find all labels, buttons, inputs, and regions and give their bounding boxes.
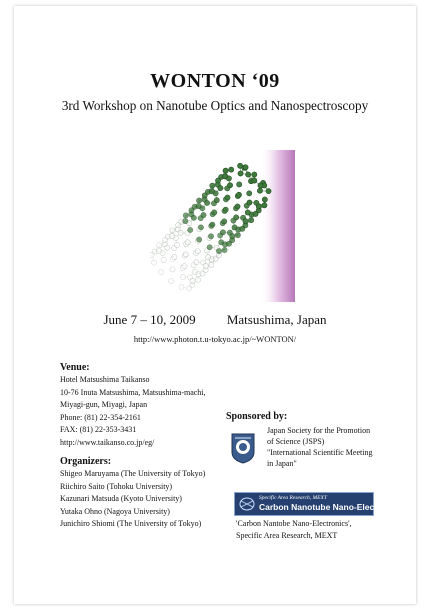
carbon-atom <box>176 223 181 228</box>
sponsors-heading: Sponsored by: <box>226 411 288 422</box>
cnt-line: 'Carbon Nantobe Nano-Electronics', <box>236 519 352 528</box>
carbon-atom <box>246 172 251 177</box>
venue-line: 10-76 Inuta Matsushima, Matsushima-machi, <box>60 387 206 397</box>
carbon-atom <box>236 192 241 197</box>
carbon-atom <box>213 256 218 261</box>
carbon-atom <box>229 167 234 172</box>
carbon-atom <box>183 213 188 218</box>
carbon-atom <box>194 260 199 265</box>
organizer-item: Kazunari Matsuda (Kyoto University) <box>60 494 182 503</box>
carbon-atom <box>253 211 258 216</box>
jsps-line: of Science (JSPS) <box>267 437 325 446</box>
carbon-atom <box>200 271 205 276</box>
carbon-atom <box>245 210 250 215</box>
carbon-atom <box>226 241 231 246</box>
carbon-atom <box>215 178 220 183</box>
carbon-atom <box>249 218 254 223</box>
carbon-atom <box>156 248 161 253</box>
venue-line: Miyagi-gun, Miyagi, Japan <box>60 400 148 409</box>
carbon-atom <box>165 245 170 250</box>
carbon-atom <box>220 230 225 235</box>
organizer-item: Riichiro Saito (Tohoku University) <box>60 481 173 491</box>
carbon-atom <box>262 197 267 202</box>
carbon-atom <box>256 204 261 209</box>
carbon-atom <box>243 219 248 224</box>
jsps-logo <box>229 432 257 464</box>
carbon-atom <box>190 278 195 283</box>
carbon-atom <box>230 234 235 239</box>
carbon-atom <box>252 172 257 177</box>
venue-url[interactable]: http://www.taikanso.co.jp/eg/ <box>60 437 155 447</box>
carbon-atom <box>195 277 200 282</box>
carbon-atom <box>232 225 237 230</box>
carbon-atom <box>150 252 154 257</box>
carbon-atom <box>240 226 245 231</box>
carbon-atom <box>159 269 164 274</box>
carbon-atom <box>214 198 219 203</box>
cnt-line: Specific Area Research, MEXT <box>236 530 338 540</box>
carbon-atom <box>235 204 240 209</box>
carbon-atom <box>219 240 224 245</box>
carbon-atom <box>216 248 221 253</box>
carbon-atom <box>247 200 252 205</box>
venue-fax: FAX: (81) 22-353-3431 <box>60 425 137 434</box>
carbon-atom <box>258 183 263 188</box>
carbon-atom <box>223 174 228 179</box>
carbon-atom <box>202 193 207 198</box>
carbon-atom <box>172 255 177 260</box>
carbon-atom <box>210 183 215 188</box>
left-column <box>60 361 230 537</box>
carbon-atom <box>235 233 240 238</box>
event-url[interactable]: http://www.photon.t.u-tokyo.ac.jp/~WONTON/ <box>133 334 297 344</box>
jsps-line: Japan Society for the Promotion <box>267 426 371 435</box>
jsps-line: in Japan" <box>267 459 297 468</box>
carbon-atom <box>169 278 174 283</box>
carbon-atom <box>182 264 187 269</box>
carbon-atom <box>204 200 209 205</box>
carbon-atom <box>187 286 192 291</box>
carbon-atom <box>189 208 194 213</box>
cnt-logo-main: Carbon Nanotube Nano-Electronics <box>259 502 403 512</box>
carbon-atom <box>169 233 174 238</box>
carbon-atom <box>212 210 217 215</box>
venue-phone: Phone: (81) 22-354-2161 <box>60 412 141 422</box>
venue-line: Hotel Matsushima Taikanso <box>60 375 150 384</box>
organizer-item: Junichiro Shiomi (The University of Tokyo) <box>60 519 202 528</box>
carbon-atom <box>243 165 248 170</box>
carbon-atom <box>198 225 203 230</box>
carbon-atom <box>209 189 214 194</box>
carbon-atom <box>183 252 188 257</box>
carbon-atom <box>162 238 167 243</box>
nanotube-atoms <box>150 163 271 291</box>
carbon-atom <box>222 247 227 252</box>
carbon-atom <box>222 219 227 224</box>
organizers-heading: Organizers: <box>60 456 112 467</box>
event-date-location <box>0 312 430 328</box>
organizer-item: Shigeo Maruyama (The University of Tokyo) <box>60 469 206 478</box>
carbon-atom <box>195 249 200 254</box>
cnt-sponsor <box>236 518 406 541</box>
subtitle: 3rd Workshop on Nanotube Optics and Nanospectroscopy <box>61 98 369 113</box>
cnt-nano-electronics-logo <box>234 492 403 516</box>
carbon-atom <box>223 168 228 173</box>
carbon-atom <box>191 215 196 220</box>
page-title: WONTON ‘09 <box>150 70 280 92</box>
carbon-atom <box>196 198 201 203</box>
carbon-atom <box>161 257 166 262</box>
organizers-section <box>60 455 230 531</box>
carbon-atom <box>210 222 215 227</box>
carbon-atom <box>157 243 162 248</box>
jsps-line: "International Scientific Meeting <box>267 448 373 457</box>
carbon-atom <box>257 188 262 193</box>
nanotube-icon <box>238 496 256 512</box>
carbon-atom <box>238 171 243 176</box>
carbon-atom <box>192 270 197 275</box>
carbon-atom <box>247 191 252 196</box>
carbon-atom <box>178 230 183 235</box>
carbon-atom <box>223 207 228 212</box>
carbon-atom <box>185 240 190 245</box>
venue-heading: Venue: <box>60 362 90 373</box>
carbon-atom <box>170 267 175 272</box>
event-dates: June 7 – 10, 2009 <box>103 312 196 327</box>
carbon-atom <box>207 245 212 250</box>
carbon-atom <box>181 274 186 279</box>
organizer-item: Yutaka Ohno (Nagoya University) <box>60 506 170 516</box>
jsps-sponsor <box>267 425 417 469</box>
carbon-atom <box>205 255 210 260</box>
venue-section <box>60 361 230 449</box>
carbon-atom <box>208 234 213 239</box>
carbon-atom <box>151 260 156 265</box>
carbon-atom <box>266 189 271 194</box>
nanotube-illustration <box>150 150 295 302</box>
carbon-atom <box>209 262 214 267</box>
glow-band <box>260 150 295 302</box>
event-location: Matsushima, Japan <box>226 312 327 327</box>
carbon-atom <box>196 204 201 209</box>
carbon-atom <box>218 185 223 190</box>
carbon-atom <box>237 182 242 187</box>
carbon-atom <box>225 195 230 200</box>
carbon-atom <box>183 219 188 224</box>
carbon-atom <box>197 237 202 242</box>
carbon-atom <box>201 212 206 217</box>
carbon-atom <box>234 215 239 220</box>
cnt-logo-top: Specific Area Research, MEXT <box>259 495 327 501</box>
carbon-atom <box>179 284 184 289</box>
carbon-atom <box>262 203 267 208</box>
carbon-atom <box>174 242 179 247</box>
carbon-atom <box>203 263 208 268</box>
carbon-atom <box>170 228 175 233</box>
carbon-atom <box>188 227 193 232</box>
carbon-atom <box>227 183 232 188</box>
carbon-atom <box>252 178 257 183</box>
